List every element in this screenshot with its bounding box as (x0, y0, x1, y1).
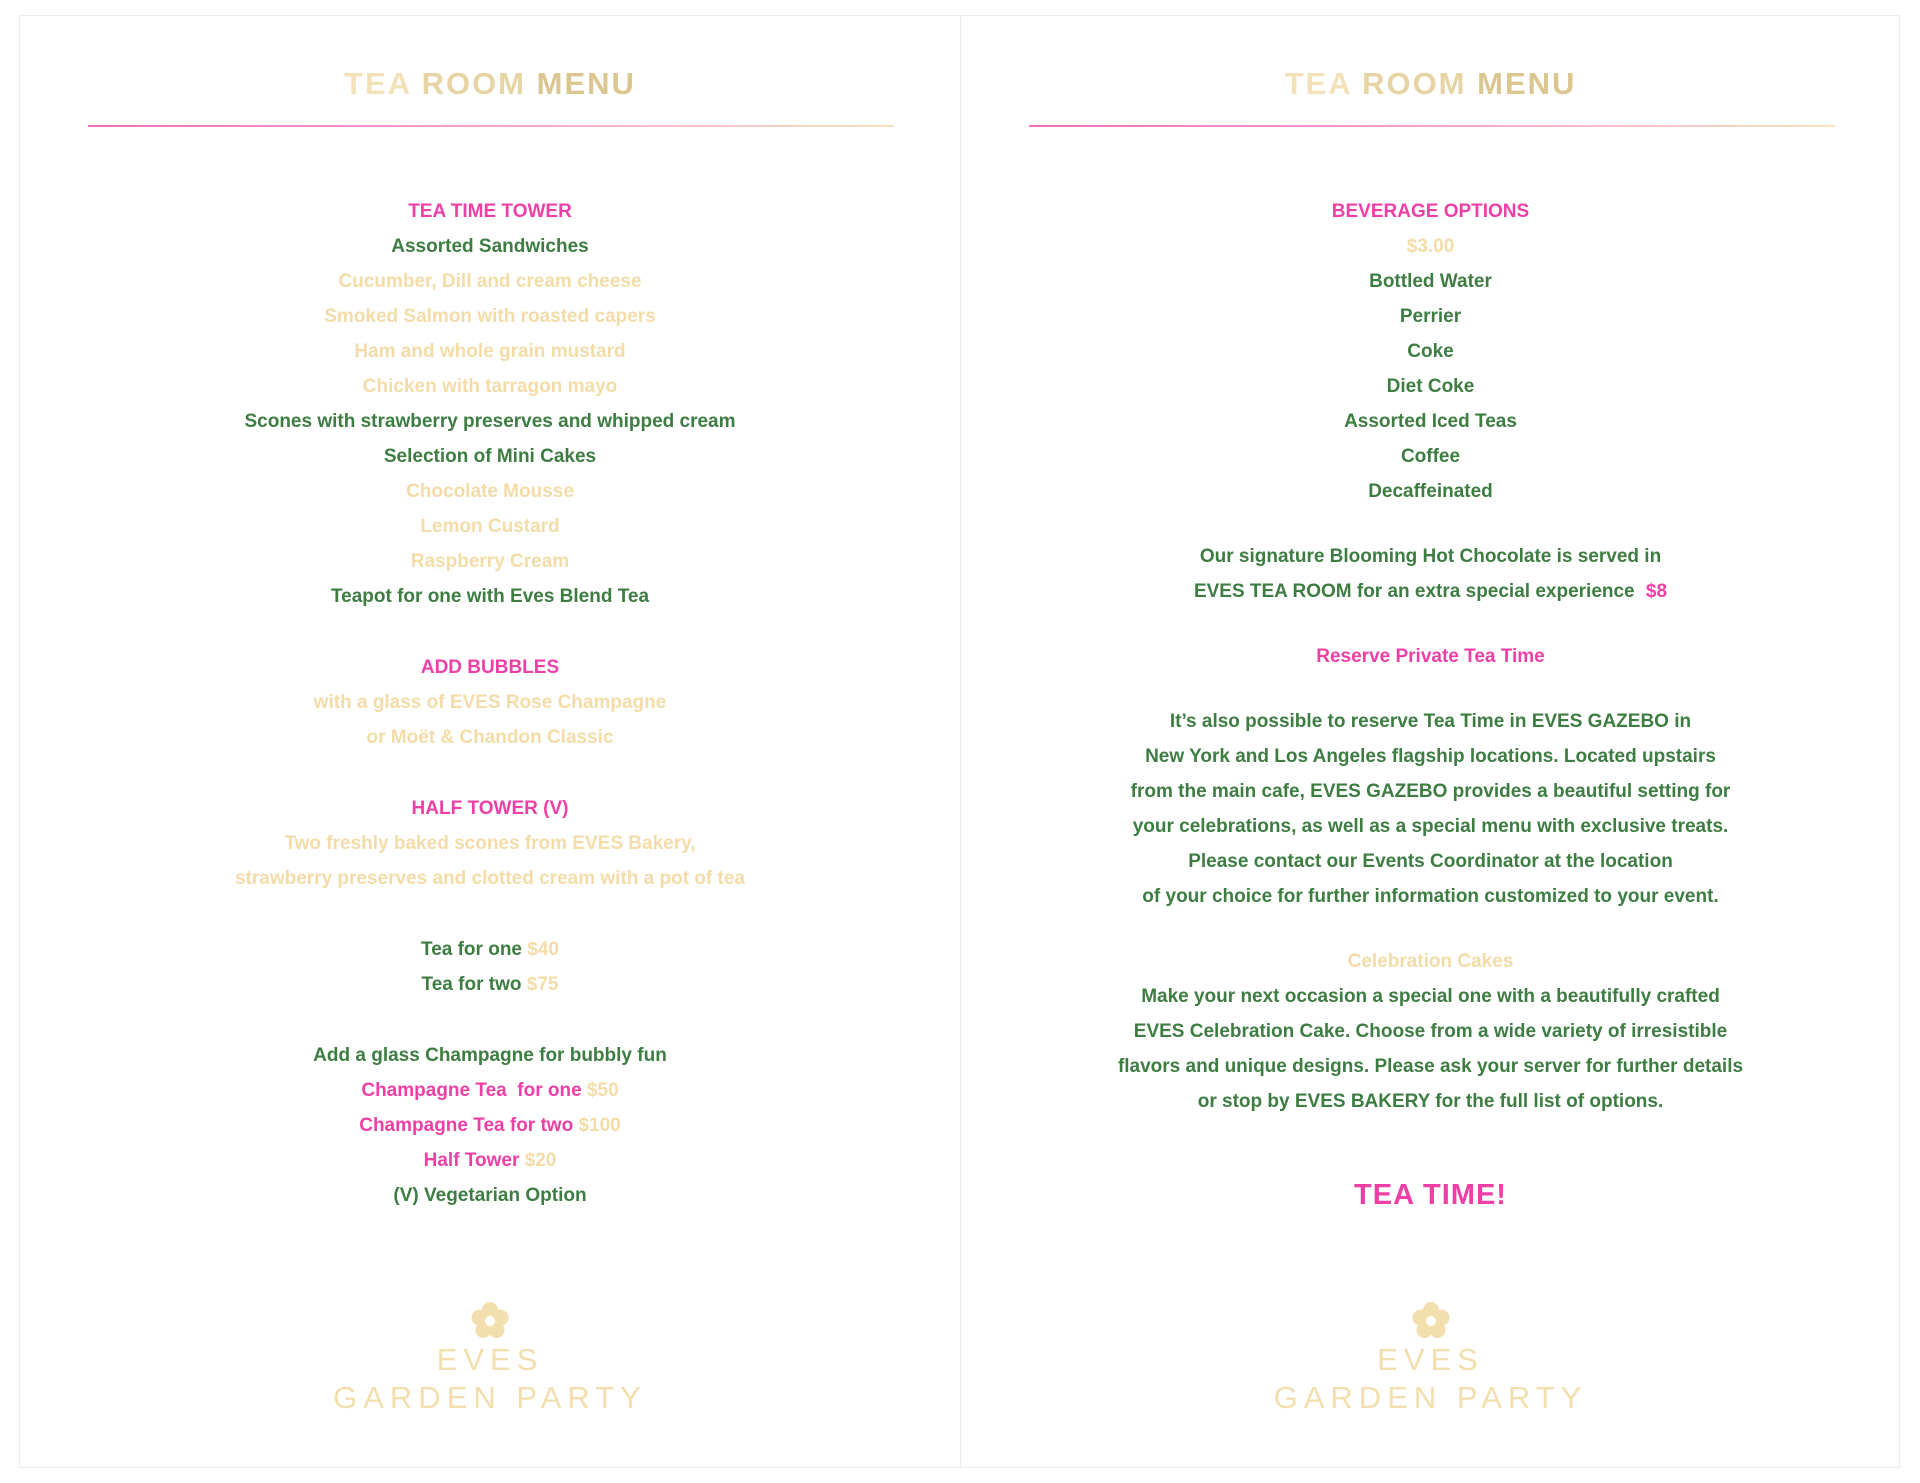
title-word: MENU (1477, 66, 1577, 101)
reserve-line: from the main cafe, EVES GAZEBO provides a beautiful setting for (1130, 781, 1731, 802)
section-heading: TEA TIME TOWER (408, 201, 572, 222)
beverage-item: Assorted Iced Teas (1344, 411, 1517, 432)
title-rule (88, 125, 894, 127)
brand-name: EVES (436, 1342, 544, 1377)
beverage-item: Diet Coke (1386, 376, 1475, 397)
reserve-line: of your choice for further information customized to your event. (1142, 886, 1719, 907)
menu-sheet (19, 15, 1900, 1468)
menu-item: Assorted Sandwiches (391, 236, 589, 257)
price-line (60, 967, 920, 1002)
title-word: TEA (1284, 66, 1352, 101)
flower-icon (1411, 1301, 1451, 1341)
price-label: Champagne Tea for one (361, 1080, 582, 1101)
brand-logo (961, 1301, 1900, 1417)
vegetarian-note: (V) Vegetarian Option (393, 1185, 587, 1206)
section-heading: HALF TOWER (V) (411, 798, 569, 819)
description-line: or Moët & Chandon Classic (366, 727, 614, 748)
brand-name: EVES (1377, 1342, 1484, 1377)
hot-chocolate-line (1001, 574, 1860, 609)
cakes-line: flavors and unique designs. Please ask your server for further details (1117, 1056, 1744, 1077)
price-value: $75 (526, 974, 559, 995)
section-heading: Reserve Private Tea Time (1316, 646, 1545, 667)
beverage-item: Coke (1407, 341, 1454, 362)
price-line (60, 1073, 920, 1108)
brand-tagline: GARDEN PARTY (1273, 1380, 1588, 1415)
description-line: strawberry preserves and clotted cream with a pot of tea (234, 868, 745, 889)
flower-icon (470, 1301, 510, 1341)
price-value: $50 (586, 1080, 619, 1101)
menu-subitem: Raspberry Cream (410, 551, 570, 572)
beverage-item: Coffee (1400, 446, 1461, 467)
tea-time-heading: TEA TIME! (1354, 1179, 1507, 1211)
price-label: Half Tower (423, 1150, 520, 1171)
menu-subitem: Lemon Custard (420, 516, 560, 537)
price-label: Tea for one (421, 939, 522, 960)
left-content (60, 194, 920, 1213)
beverage-price: $3.00 (1406, 236, 1455, 257)
title-word: MENU (536, 66, 636, 101)
brand-tagline: GARDEN PARTY (333, 1380, 647, 1415)
reserve-line: It’s also possible to reserve Tea Time in EVES GAZEBO in (1169, 711, 1692, 732)
brand-logo (20, 1301, 960, 1417)
price-line (60, 932, 920, 967)
section-heading: BEVERAGE OPTIONS (1331, 201, 1530, 222)
menu-subitem: Smoked Salmon with roasted capers (324, 306, 656, 327)
page-title (20, 66, 960, 102)
beverage-item: Bottled Water (1369, 271, 1492, 292)
price-line (60, 1108, 920, 1143)
section-heading: ADD BUBBLES (420, 657, 560, 678)
hot-chocolate-price: $8 (1645, 581, 1668, 602)
right-page (961, 16, 1900, 1467)
price-value: $40 (527, 939, 559, 960)
left-page (20, 16, 960, 1467)
menu-subitem: Chocolate Mousse (406, 481, 574, 502)
hot-chocolate-text: EVES TEA ROOM for an extra special experience (1193, 581, 1635, 602)
reserve-line: Please contact our Events Coordinator at the location (1188, 851, 1673, 872)
price-label: Champagne Tea for two (359, 1115, 574, 1136)
title-rule (1029, 125, 1835, 127)
description-line: Two freshly baked scones from EVES Bakery, (284, 833, 696, 854)
champagne-intro: Add a glass Champagne for bubbly fun (313, 1045, 667, 1066)
beverage-item: Decaffeinated (1368, 481, 1493, 502)
title-word: ROOM (1362, 66, 1467, 101)
right-content (1001, 194, 1860, 1215)
menu-subitem: Ham and whole grain mustard (354, 341, 626, 362)
cakes-line: EVES Celebration Cake. Choose from a wide variety of irresistible (1133, 1021, 1728, 1042)
cakes-line: Make your next occasion a special one with a beautifully crafted (1141, 986, 1720, 1007)
title-word: TEA (344, 66, 411, 101)
hot-chocolate-line: Our signature Blooming Hot Chocolate is served in (1199, 546, 1662, 567)
menu-item: Scones with strawberry preserves and whipped cream (244, 411, 736, 432)
menu-item: Selection of Mini Cakes (383, 446, 597, 467)
reserve-line: New York and Los Angeles flagship locations. Located upstairs (1145, 746, 1716, 767)
title-word: ROOM (421, 66, 526, 101)
section-heading: Celebration Cakes (1347, 951, 1514, 972)
menu-subitem: Chicken with tarragon mayo (362, 376, 618, 397)
description-line: with a glass of EVES Rose Champagne (313, 692, 667, 713)
reserve-line: your celebrations, as well as a special menu with exclusive treats. (1132, 816, 1729, 837)
price-line (60, 1143, 920, 1178)
page-title (961, 66, 1900, 102)
menu-subitem: Cucumber, Dill and cream cheese (338, 271, 642, 292)
price-value: $20 (524, 1150, 557, 1171)
beverage-item: Perrier (1399, 306, 1462, 327)
menu-item: Teapot for one with Eves Blend Tea (330, 586, 650, 607)
cakes-line: or stop by EVES BAKERY for the full list of options. (1197, 1091, 1664, 1112)
price-value: $100 (578, 1115, 621, 1136)
price-label: Tea for two (421, 974, 522, 995)
